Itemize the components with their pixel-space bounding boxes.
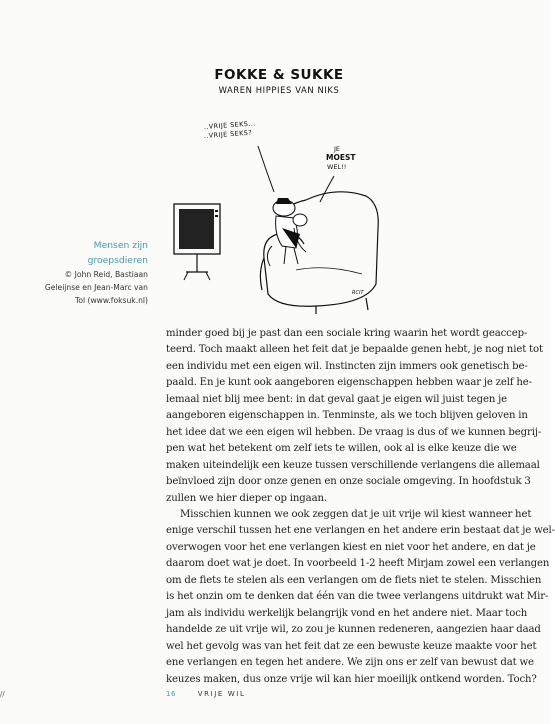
text-line: maken uiteindelijk een keuze tussen verschillende verlangens die allemaal: [166, 459, 540, 471]
page-footer: [166, 690, 245, 698]
page-number: 16: [166, 690, 176, 698]
text-line: zullen we hier dieper op ingaan.: [166, 492, 328, 504]
speech-tail-left: [258, 146, 274, 192]
text-line: beïnvloed zijn door onze genen en onze sociale omgeving. In hoofdstuk 3: [166, 476, 531, 488]
running-title: VRIJE WIL: [197, 690, 246, 698]
text-line: enige verschil tussen het ene verlangen en het andere erin bestaat dat je wel-: [166, 525, 555, 537]
speech-left-line1: ..VRIJE SEKS...: [203, 119, 256, 131]
text-line: handelde ze uit vrije wil, zo zou je kunnen redeneren, aangezien haar daad: [166, 624, 541, 636]
speech-left-line2: ..VRIJE SEKS?: [203, 128, 253, 140]
television: [174, 204, 220, 280]
speech-right-line2: MOEST: [326, 153, 356, 162]
text-line: lemaal niet blij mee bent: in dat geval gaat je eigen wil juist tegen je: [166, 393, 508, 405]
text-line: ene verlangen en tegen het andere. We zijn ons er zelf van bewust dat we: [166, 657, 534, 669]
text-line: een individu met een eigen wil. Instincten zijn immers ook genetisch be-: [166, 360, 528, 372]
text-line: teerd. Toch maakt alleen het feit dat je bepaalde genen hebt, je nog niet tot: [166, 344, 543, 356]
characters: [267, 198, 307, 266]
cartoon-subtitle: WAREN HIPPIES VAN NIKS: [218, 85, 340, 95]
caption-credit-line1: © John Reid, Bastiaan: [64, 270, 148, 279]
caption-title-line2: groepsdieren: [87, 255, 148, 266]
body-text: [166, 326, 555, 688]
text-line: minder goed bij je past dan een sociale kring waarin het wordt geaccep-: [166, 328, 528, 339]
caption-credit-line3: Tol (www.foksuk.nl): [74, 296, 148, 305]
text-line: paald. En je kunt ook aangeboren eigenschappen hebben waar je zelf he-: [166, 377, 532, 389]
speech-right-line1: JE: [334, 145, 341, 153]
text-line: wel het gevolg was van het feit dat ze een bewuste keuze maakte voor het: [166, 640, 537, 652]
artist-signature: RCIT: [352, 290, 364, 296]
cartoon-illustration: [166, 58, 392, 320]
speech-tail-right: [320, 176, 334, 202]
text-line: jam als individu werkelijk belangrijk vond en het andere niet. Maar toch: [166, 607, 528, 619]
speech-right-line3: WEL!!: [327, 163, 347, 171]
cartoon-title: FOKKE & SUKKE: [214, 67, 344, 83]
text-line: om de fiets te stelen als een verlangen om de fiets niet te stelen. Misschien: [166, 574, 542, 586]
paragraph-2: [166, 507, 555, 688]
text-line: aangeboren eigenschappen in. Tenminste, als we toch blijven geloven in: [166, 410, 528, 422]
caption-credit-line2: Geleijnse en Jean-Marc van: [44, 283, 148, 292]
text-line: is het onzin om te denken dat één van die twee verlangens uitdrukt wat Mir-: [166, 591, 549, 603]
cartoon-drawing: [166, 58, 392, 320]
caption-title-line1: Mensen zijn: [93, 240, 148, 251]
corner-mark: //: [0, 690, 5, 698]
text-line: Misschien kunnen we ook zeggen dat je uit vrije wil kiest wanneer het: [180, 508, 532, 520]
figure-caption: [20, 238, 148, 307]
text-line: daarom doet wat je doet. In voorbeeld 1-2 heeft Mirjam zowel een verlangen: [166, 558, 550, 570]
text-line: het idee dat we een eigen wil hebben. De vraag is dus of we kunnen begrij-: [166, 426, 542, 438]
text-line: overwogen voor het ene verlangen kiest en niet voor het andere, en dat je: [166, 541, 536, 553]
text-line: pen wat het betekent om zelf iets te willen, ook al is elke keuze die we: [166, 443, 517, 455]
paragraph-1: [166, 326, 543, 507]
text-line: keuzes maken, dus onze vrije wil kan hier moeilijk ontkend worden. Toch?: [166, 673, 537, 685]
